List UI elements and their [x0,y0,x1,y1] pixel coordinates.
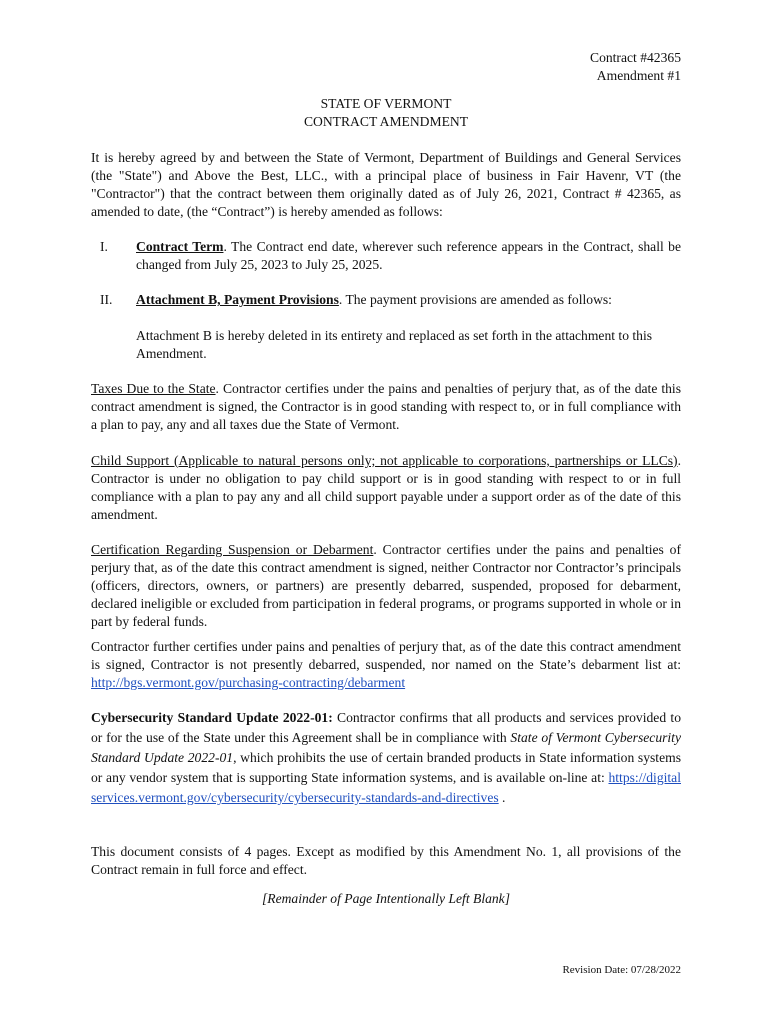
section-2-detail: Attachment B is hereby deleted in its entirety and replaced as set forth in the attachment to this Amendment. [136,328,653,361]
cybersecurity-standard-title: State of Vermont Cybersecurity Standard Update 2022-01 [91,730,681,765]
contract-header [91,49,681,85]
section-1-heading: Contract Term [136,239,224,254]
contract-number: Contract #42365 [590,50,681,65]
cybersecurity-after: . [498,790,506,805]
certification-further-text: Contractor further certifies under pains and penalties of perjury that, as of the date this contract amendment is signed, Contractor is not presently debarred, suspended, nor named on the State’s debarment list at: [91,639,681,672]
cybersecurity-text-1: Contractor confirms that all products and services provided to or for the use of the State under this Agreement shall be in compliance with [91,710,681,745]
child-support-paragraph [91,452,681,524]
child-support-heading: Child Support (Applicable to natural persons only; not applicable to corporations, partnerships or LLCs) [91,453,678,468]
section-2-number: II. [100,292,113,307]
section-1-number: I. [100,239,108,254]
document-title [91,95,681,131]
section-1-text: . The Contract end date, wherever such reference appears in the Contract, shall be changed from July 25, 2023 to July 25, 2025. [136,239,681,272]
section-2-text: . The payment provisions are amended as follows: [338,292,612,307]
debarment-link[interactable]: http://bgs.vermont.gov/purchasing-contracting/debarment [91,675,406,690]
certification-heading: Certification Regarding Suspension or Debarment [91,542,374,557]
intro-paragraph: It is hereby agreed by and between the State of Vermont, Department of Buildings and General Services (the "State") and Above the Best, LLC., with a principal place of business in Fair Havenr, VT (the "Contractor") that the contract between them originally dated as of July 26, 2021, Contract # 42365, as amended to date, (the “Contract”) is hereby amended as follows: [91,150,681,219]
title-line-2: CONTRACT AMENDMENT [303,114,468,129]
certification-further-paragraph [91,638,681,692]
revision-date: Revision Date: 07/28/2022 [562,964,681,976]
taxes-paragraph [91,380,681,434]
title-line-1: STATE OF VERMONT [320,96,452,111]
certification-paragraph [91,541,681,631]
cybersecurity-heading: Cybersecurity Standard Update 2022-01: [91,710,333,725]
closing-paragraph: This document consists of 4 pages. Except as modified by this Amendment No. 1, all provisions of the Contract remain in full force and effect. [91,844,681,877]
section-1 [136,238,681,274]
section-2 [136,291,681,309]
taxes-heading: Taxes Due to the State [91,381,216,396]
cybersecurity-paragraph [91,708,681,808]
child-support-text: . Contractor is under no obligation to pay child support or is in good standing with respect to or in full compliance with a plan to pay any and all child support payable under a support order as of the date of this amendment. [91,453,681,522]
remainder-note: [Remainder of Page Intentionally Left Blank] [261,891,511,906]
cybersecurity-text-2: , which prohibits the use of certain branded products in State information systems or any vendor system that is supporting State information systems, and is available on-line at: [91,750,681,785]
certification-text: . Contractor certifies under the pains and penalties of perjury that, as of the date this contract amendment is signed, neither Contractor nor Contractor’s principals (officers, directors, owners, or partners) are presently debarred, suspended, proposed for debarment, declared ineligible or excluded from participation in federal programs, or programs supported in whole or in part by federal funds. [91,542,681,629]
cybersecurity-standards-link[interactable]: https://digitalservices.vermont.gov/cybersecurity/cybersecurity-standards-and-directives [91,770,681,805]
amendment-number: Amendment #1 [596,68,681,83]
taxes-text: . Contractor certifies under the pains and penalties of perjury that, as of the date this contract amendment is signed, the Contractor is in good standing with respect to, or in full compliance with a plan to pay, any and all taxes due the State of Vermont. [91,381,681,432]
section-2-heading: Attachment B, Payment Provisions [136,292,339,307]
